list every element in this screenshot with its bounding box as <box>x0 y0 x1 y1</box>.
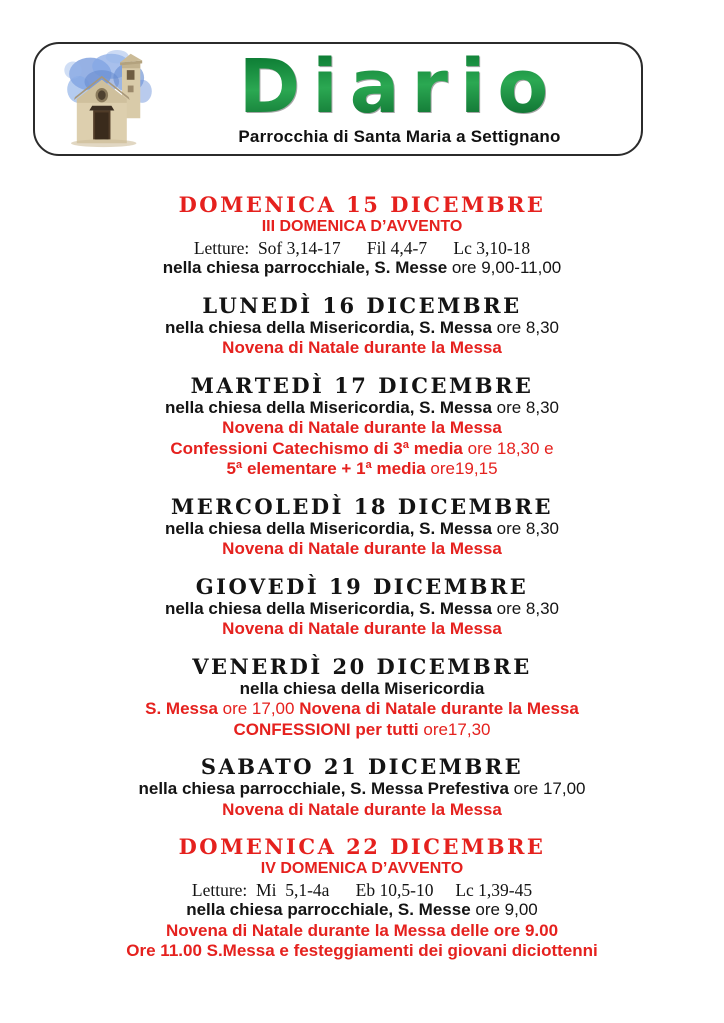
text-segment: S. Messa <box>145 699 218 718</box>
schedule-line <box>0 699 724 720</box>
text-segment: Novena di Natale durante la Messa <box>222 799 502 819</box>
day-heading: DOMENICA 15 DICEMBRE <box>178 192 546 217</box>
text-segment: Novena di Natale durante la Messa <box>299 699 579 718</box>
text-segment: nella chiesa della Misericordia, S. Messa <box>164 317 492 337</box>
text-segment: ore 9,00-11,00 <box>447 258 562 277</box>
page-title: Diario <box>238 43 561 130</box>
schedule-line <box>0 800 724 821</box>
header-text <box>158 43 641 147</box>
text-segment: 5ª elementare + 1ª media <box>226 459 426 478</box>
schedule-line <box>0 318 724 339</box>
schedule-line <box>0 619 724 640</box>
schedule-line <box>0 859 724 880</box>
schedule-line <box>0 217 724 238</box>
text-segment: Letture: Sof 3,14-17 Fil 4,4-7 Lc 3,10-18 <box>193 237 531 258</box>
text-segment: nella chiesa della Misericordia <box>239 678 485 698</box>
text-segment: nella chiesa della Misericordia, S. Messa <box>164 518 492 538</box>
text-segment: III DOMENICA D’AVVENTO <box>261 218 463 235</box>
text-segment: Novena di Natale durante la Messa <box>222 338 502 357</box>
text-segment: Confessioni Catechismo di 3ª media <box>170 438 463 458</box>
schedule-line <box>0 338 724 359</box>
text-segment: IV DOMENICA D’AVVENTO <box>260 860 464 877</box>
schedule-line <box>0 519 724 540</box>
sections <box>0 193 724 977</box>
schedule-line <box>0 539 724 560</box>
schedule-line <box>0 880 724 901</box>
day-heading: MERCOLEDÌ 18 DICEMBRE <box>170 493 554 519</box>
header-box <box>33 42 643 156</box>
day-section <box>0 575 724 640</box>
text-segment: Ore 11.00 S.Messa e festeggiamenti dei giovani diciottenni <box>126 941 598 960</box>
schedule-line <box>0 779 724 800</box>
text-segment: CONFESSIONI per tutti <box>233 719 419 739</box>
text-segment: ore17,30 <box>418 719 491 739</box>
schedule-line <box>0 679 724 700</box>
text-segment: Letture: Mi 5,1-4a Eb 10,5-10 Lc 1,39-45 <box>191 879 533 900</box>
text-segment: Novena di Natale durante la Messa <box>222 619 502 638</box>
day-section <box>0 755 724 820</box>
text-segment: ore19,15 <box>425 459 498 478</box>
day-section <box>0 495 724 560</box>
church-illustration <box>61 49 158 149</box>
schedule-line <box>0 941 724 962</box>
day-heading: MARTEDÌ 17 DICEMBRE <box>190 372 534 398</box>
text-segment: ore 8,30 <box>491 317 560 337</box>
day-heading: LUNEDÌ 16 DICEMBRE <box>202 292 522 318</box>
text-segment: ore 8,30 <box>491 598 560 618</box>
text-segment: ore 8,30 <box>491 397 560 417</box>
text-segment: nella chiesa parrocchiale, S. Messe <box>162 258 448 277</box>
text-segment: ore 17,00 <box>508 779 586 798</box>
schedule-line <box>0 439 724 460</box>
schedule-line <box>0 238 724 259</box>
text-segment: nella chiesa parrocchiale, S. Messa Prefestiva <box>138 779 509 798</box>
day-section <box>0 294 724 359</box>
text-segment: Novena di Natale durante la Messa delle ore 9.00 <box>165 920 559 940</box>
page-subtitle: Parrocchia di Santa Maria a Settignano <box>238 127 561 147</box>
text-segment: Novena di Natale durante la Messa <box>222 418 502 437</box>
day-heading: SABATO 21 DICEMBRE <box>200 754 524 779</box>
text-segment: ore 17,00 <box>217 699 300 718</box>
schedule-line <box>0 900 724 921</box>
text-segment: nella chiesa parrocchiale, S. Messe <box>186 900 471 919</box>
schedule-line <box>0 418 724 439</box>
schedule-line <box>0 599 724 620</box>
day-section <box>0 193 724 279</box>
day-section <box>0 655 724 741</box>
day-heading: DOMENICA 22 DICEMBRE <box>178 834 546 859</box>
text-segment: ore 8,30 <box>491 518 560 538</box>
schedule-line <box>0 258 724 279</box>
schedule-line <box>0 398 724 419</box>
text-segment: nella chiesa della Misericordia, S. Messa <box>164 598 492 618</box>
schedule-line <box>0 921 724 942</box>
text-segment: nella chiesa della Misericordia, S. Messa <box>164 397 492 417</box>
text-segment: ore 9,00 <box>470 900 538 919</box>
day-heading: GIOVEDÌ 19 DICEMBRE <box>195 573 529 599</box>
day-section <box>0 374 724 480</box>
text-segment: ore 18,30 e <box>462 438 554 458</box>
schedule-line <box>0 720 724 741</box>
day-heading: VENERDÌ 20 DICEMBRE <box>192 653 532 679</box>
day-section <box>0 835 724 962</box>
text-segment: Novena di Natale durante la Messa <box>222 539 502 558</box>
schedule-line <box>0 459 724 480</box>
